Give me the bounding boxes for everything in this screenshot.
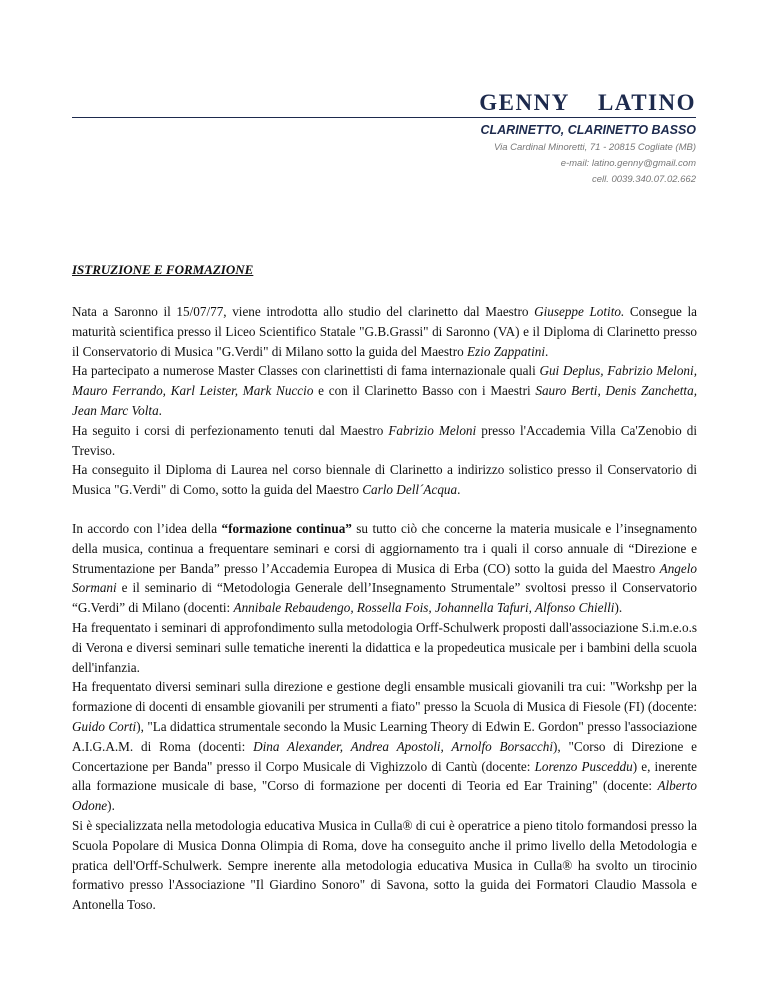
- email-line: e-mail: latino.genny@gmail.com: [560, 158, 696, 169]
- text-run: Ha partecipato a numerose Master Classes con clarinettisti di fama internazionale quali: [72, 363, 540, 379]
- name-header-rule: [72, 85, 696, 118]
- text-run: In accordo con l’idea della: [72, 520, 222, 536]
- name-run: Sauro Berti, Denis Zanchetta, Jean Marc Volta: [72, 383, 697, 418]
- text-run: .: [457, 482, 461, 498]
- text-run: ).: [107, 798, 115, 814]
- paragraph: [72, 816, 697, 915]
- name-run: Lorenzo Pusceddu: [534, 758, 633, 774]
- text-run: ).: [614, 600, 623, 616]
- text-run: su tutto ciò che concerne la materia musicale e l’insegnamento della musica, continua a frequentare seminari e corsi di aggiornamento tra i quali il corso annuale di “Direzione e Strumentazione per Banda” presso l’Accademia Europea di Musica di Erba (CO) sotto la guida del Maestro: [72, 520, 697, 576]
- text-run: Ha frequentato i seminari di approfondimento sulla metodologia Orff-Schulwerk proposti dall'associazione S.i.m.e.o.s di Verona e diversi seminari sulle tematiche inerenti la didattica e la propedeutica musicale per i bambini della scuola dell'infanzia.: [72, 619, 697, 675]
- paragraph: [72, 302, 697, 361]
- text-run: ), "La didattica strumentale secondo la Music Learning Theory di Edwin E. Gordon" presso l'associazione A.I.G.A.M. di Roma (docenti:: [72, 718, 697, 754]
- paragraph: [72, 519, 697, 618]
- text-run: Ha seguito i corsi di perfezionamento tenuti dal Maestro: [72, 422, 389, 438]
- name-run: Angelo Sormani: [72, 560, 697, 596]
- text-run: e con il Clarinetto Basso con i Maestri: [313, 383, 536, 399]
- text-run: ) e, inerente alla formazione musicale di base, "Corso di formazione per docenti di Teoria ed Ear Training" (docente:: [72, 758, 697, 794]
- text-run: e il seminario di “Metodologia Generale dell’Insegnamento Strumentale” svoltosi presso il Conservatorio “G.Verdi” di Milano (docenti:: [72, 580, 697, 616]
- section-title: ISTRUZIONE E FORMAZIONE: [72, 262, 254, 277]
- name-run: Alberto Odone: [72, 778, 697, 814]
- paragraph: [72, 361, 697, 420]
- text-run: Consegue la maturità scientifica presso il Liceo Scientifico Statale "G.B.Grassi" di Saronno (VA) e il Diploma di Clarinetto presso il Conservatorio di Musica "G.Verdi" di Milano sotto la guida del Maestro: [72, 304, 698, 359]
- paragraph: [72, 618, 697, 677]
- name-run: Carlo Dell´Acqua: [362, 482, 458, 498]
- instrument-subtitle: CLARINETTO, CLARINETTO BASSO: [480, 123, 696, 137]
- name-run: Gui Deplus, Fabrizio Meloni, Mauro Ferrando, Karl Leister, Mark Nuccio: [72, 363, 697, 399]
- text-run: presso l'Accademia Villa Ca'Zenobio di Treviso.: [72, 422, 697, 458]
- phone-line: cell. 0039.340.07.02.662: [591, 174, 696, 185]
- section-body: [72, 302, 697, 915]
- text-run: Ha frequentato diversi seminari sulla direzione e gestione degli ensamble musicali giovanili tra cui: "Workshp per la formazione di docenti di ensamble giovanili per strumenti a fiato" presso la Scuola di Musica di Fiesole (FI) (docente:: [72, 679, 697, 715]
- paragraph: [72, 460, 697, 500]
- text-run: Nata a Saronno il 15/07/77, viene introdotta allo studio del clarinetto dal Maestro: [72, 304, 535, 319]
- name-run: Giuseppe Lotito.: [534, 304, 625, 319]
- name-run: Ezio Zappatini: [466, 343, 546, 359]
- name-run: Fabrizio Meloni: [388, 422, 477, 438]
- text-run: .: [545, 343, 549, 359]
- text-run: ), "Corso di Direzione e Concertazione per Banda" presso il Corpo Musicale di Vighizzolo di Cantù (docente:: [72, 738, 697, 774]
- text-run: .: [158, 402, 162, 418]
- paragraph: [72, 677, 697, 816]
- name-run: Annibale Rebaudengo, Rossella Fois, Johannella Tafuri, Alfonso Chielli: [233, 600, 615, 616]
- person-name: GENNY LATINO: [479, 90, 696, 115]
- bold-run: “formazione continua”: [221, 520, 352, 536]
- name-run: Dina Alexander, Andrea Apostoli, Arnolfo Borsacchi: [253, 738, 554, 754]
- text-run: Ha conseguito il Diploma di Laurea nel corso biennale di Clarinetto a indirizzo solistico presso il Conservatorio di Musica "G.Verdi" di Como, sotto la guida del Maestro: [72, 462, 697, 498]
- name-run: Guido Corti: [72, 718, 137, 734]
- paragraph: [72, 421, 697, 461]
- address-line: Via Cardinal Minoretti, 71 - 20815 Cogliate (MB): [493, 142, 696, 153]
- text-run: Si è specializzata nella metodologia educativa Musica in Culla® di cui è operatrice a pieno titolo formandosi presso la Scuola Popolare di Musica Donna Olimpia di Roma, dove ha conseguito anche il primo livello della Metodologia e pratica dell'Orff-Schulwerk. Sempre inerente alla metodologia educativa Musica in Culla® ha svolto un tirocinio formativo presso l'Associazione "Il Giardino Sonoro" di Savona, sotto la guida dei Formatori Claudio Massola e Antonella Toso.: [72, 817, 697, 913]
